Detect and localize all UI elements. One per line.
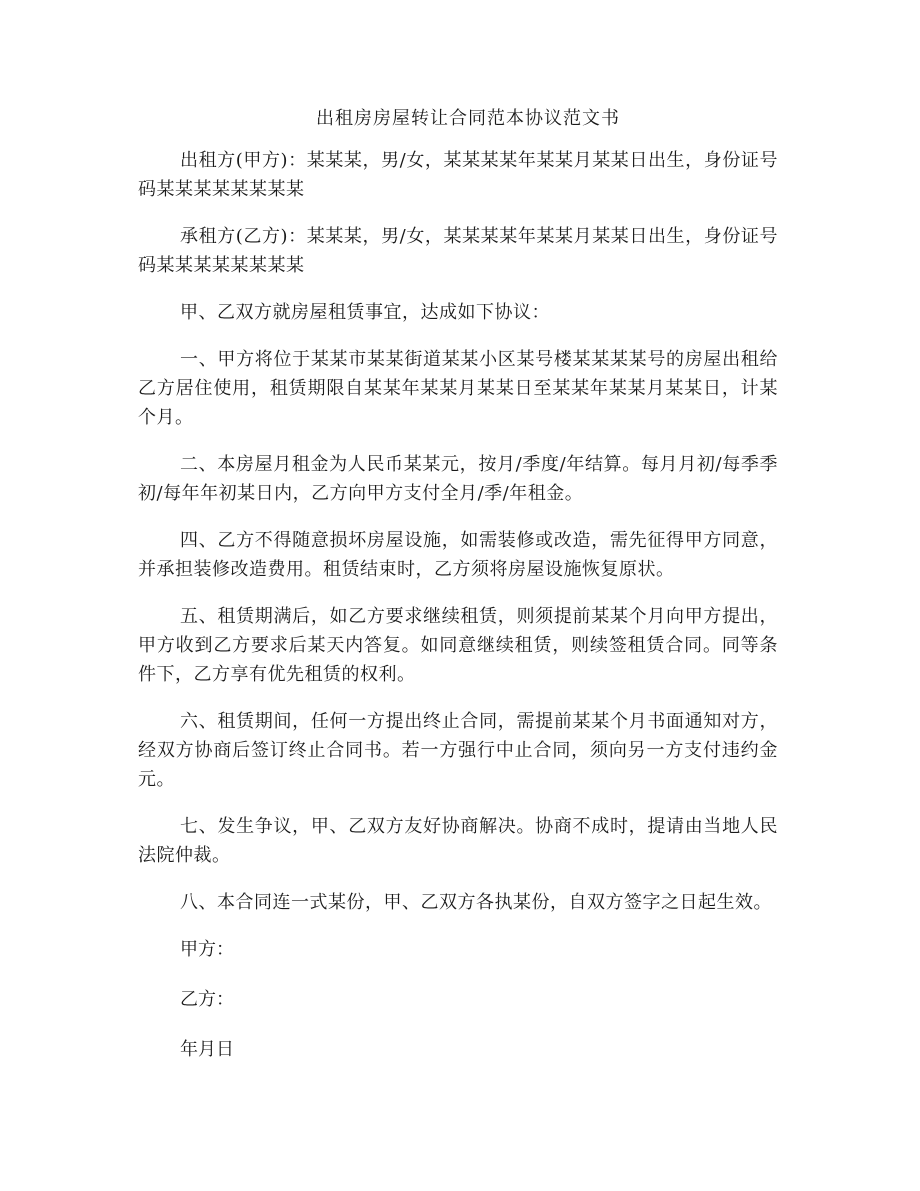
paragraph-lessor: 出租方(甲方)：某某某，男/女，某某某某年某某月某某日出生，身份证号码某某某某某某某某	[138, 150, 778, 200]
signature-date: 年月日	[180, 1039, 234, 1060]
paragraph-clause-5: 五、租赁期满后，如乙方要求继续租赁，则须提前某某个月向甲方提出，甲方收到乙方要求后某天内答复。如同意继续租赁，则续签租赁合同。同等条件下，乙方享有优先租赁的权利。	[138, 606, 778, 685]
document-page	[138, 104, 778, 1085]
paragraph-clause-2: 二、本房屋月租金为人民币某某元，按月/季度/年结算。每月月初/每季季初/每年年初某日内，乙方向甲方支付全月/季/年租金。	[138, 454, 778, 504]
paragraph-clause-7: 七、发生争议，甲、乙双方友好协商解决。协商不成时，提请由当地人民法院仲裁。	[138, 816, 778, 866]
document-title: 出租房房屋转让合同范本协议范文书	[316, 108, 620, 129]
paragraph-clause-6: 六、租赁期间，任何一方提出终止合同，需提前某某个月书面通知对方，经双方协商后签订终止合同书。若一方强行中止合同，须向另一方支付违约金元。	[138, 711, 778, 790]
paragraph-agreement-intro: 甲、乙双方就房屋租赁事宜，达成如下协议：	[180, 302, 550, 323]
paragraph-lessee: 承租方(乙方)：某某某，男/女，某某某某年某某月某某日出生，身份证号码某某某某某某某某	[138, 226, 778, 276]
signature-party-b: 乙方：	[180, 989, 234, 1010]
paragraph-clause-8: 八、本合同连一式某份，甲、乙双方各执某份，自双方签字之日起生效。	[180, 892, 772, 913]
signature-party-a: 甲方：	[180, 939, 234, 960]
paragraph-clause-4: 四、乙方不得随意损坏房屋设施，如需装修或改造，需先征得甲方同意，并承担装修改造费用。租赁结束时，乙方须将房屋设施恢复原状。	[138, 530, 778, 580]
paragraph-clause-1: 一、甲方将位于某某市某某街道某某小区某号楼某某某某号的房屋出租给乙方居住使用，租赁期限自某某年某某月某某日至某某年某某月某某日，计某个月。	[138, 349, 778, 428]
